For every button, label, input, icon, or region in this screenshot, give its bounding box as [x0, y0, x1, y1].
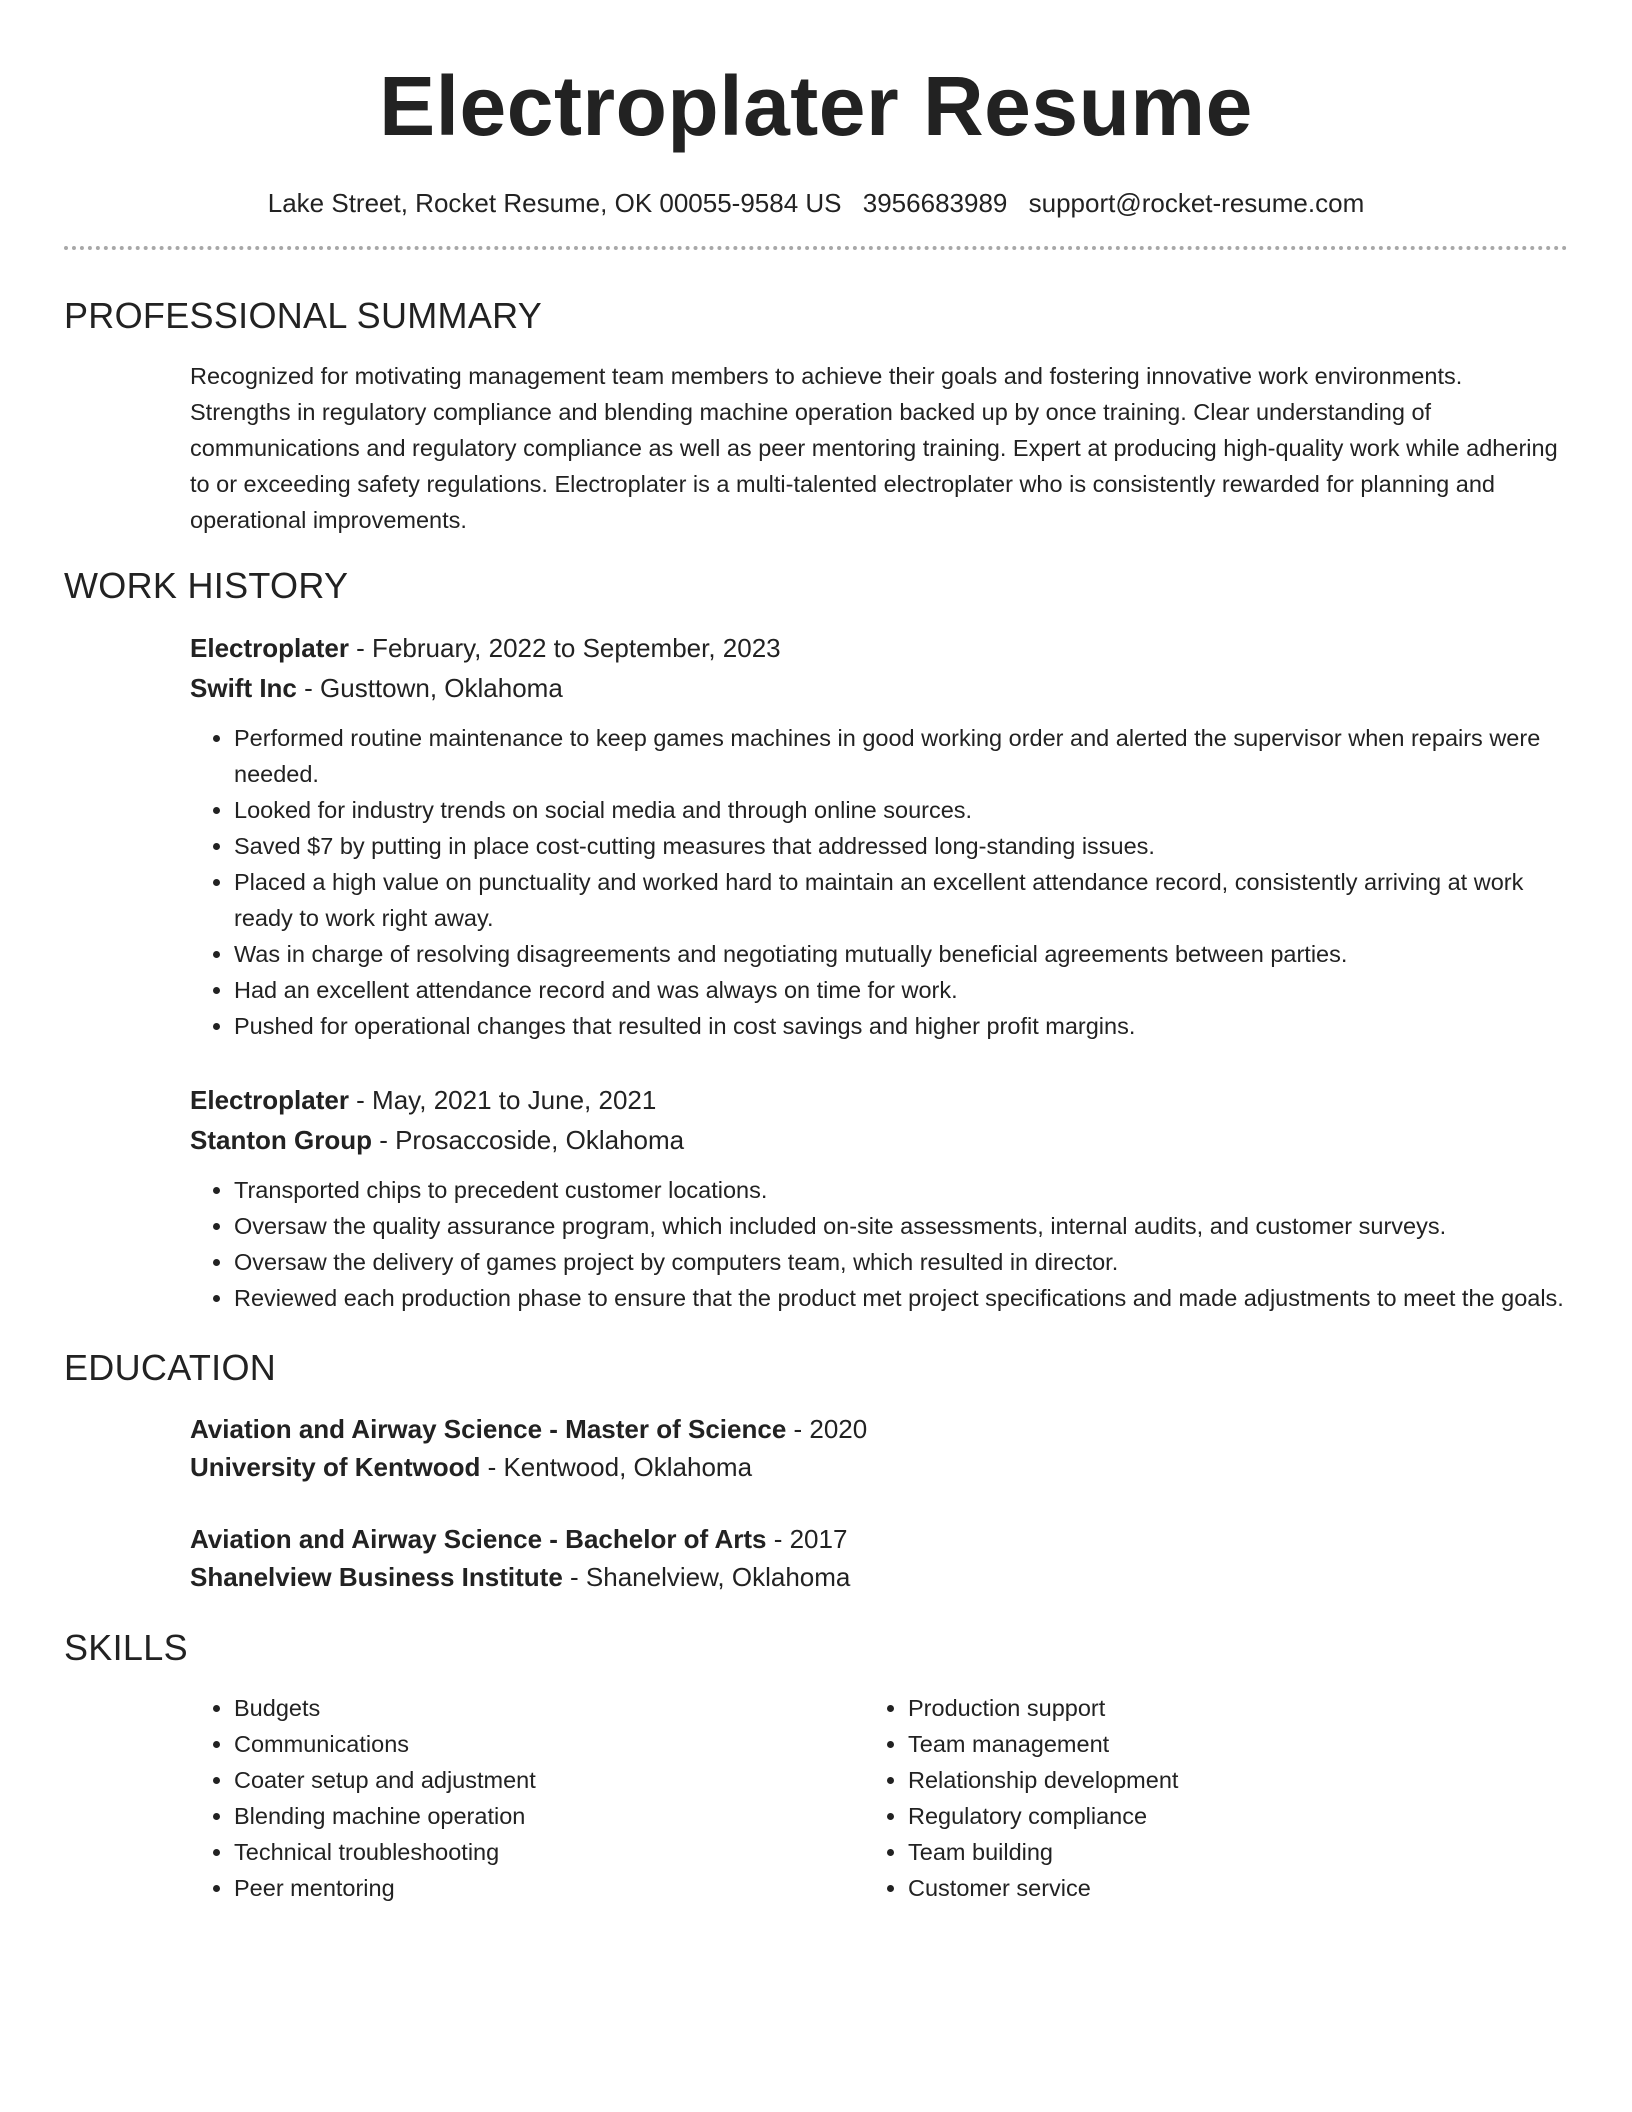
skill-item: • Peer mentoring	[234, 1870, 864, 1906]
contact-info	[64, 186, 1568, 220]
contact-address: Lake Street, Rocket Resume, OK 00055-9584 US	[267, 188, 842, 218]
job-company: Stanton Group	[190, 1125, 372, 1155]
job-entry	[190, 1080, 1568, 1316]
section-title-work-history: WORK HISTORY	[64, 565, 349, 606]
skill-item: • Technical troubleshooting	[234, 1834, 864, 1870]
job-bullet: • Was in charge of resolving disagreements and negotiating mutually beneficial agreements between parties.	[234, 936, 1568, 972]
education-year: - 2020	[786, 1414, 868, 1444]
job-dates: - February, 2022 to September, 2023	[348, 633, 781, 663]
education-entry	[190, 1410, 1568, 1486]
education-year: - 2017	[766, 1524, 848, 1554]
job-bullet: • Oversaw the quality assurance program, which included on-site assessments, internal audits, and customer surveys.	[234, 1208, 1568, 1244]
education-school: University of Kentwood	[190, 1452, 481, 1482]
header-divider	[64, 246, 1568, 250]
job-bullet: • Transported chips to precedent customer locations.	[234, 1172, 1568, 1208]
job-bullet: • Reviewed each production phase to ensure that the product met project specifications and made adjustments to meet the goals.	[234, 1280, 1568, 1316]
job-company-line	[190, 1120, 1568, 1160]
skill-item: • Relationship development	[908, 1762, 1538, 1798]
education-entry	[190, 1520, 1568, 1596]
job-entry	[190, 628, 1568, 1044]
skill-item: • Production support	[908, 1690, 1538, 1726]
job-bullet: • Had an excellent attendance record and was always on time for work.	[234, 972, 1568, 1008]
skill-item: • Blending machine operation	[234, 1798, 864, 1834]
job-bullet: • Looked for industry trends on social media and through online sources.	[234, 792, 1568, 828]
job-bullet: • Performed routine maintenance to keep games machines in good working order and alerted the supervisor when repairs were needed.	[234, 720, 1568, 792]
section-title-education: EDUCATION	[64, 1347, 277, 1388]
job-title-line	[190, 1080, 1568, 1120]
education-degree: Aviation and Airway Science - Bachelor of Arts	[190, 1524, 767, 1554]
skill-item: • Team building	[908, 1834, 1538, 1870]
job-title: Electroplater	[190, 633, 349, 663]
education-school: Shanelview Business Institute	[190, 1562, 563, 1592]
job-bullets	[190, 1172, 1568, 1316]
section-title-skills: SKILLS	[64, 1627, 188, 1668]
education-degree-line	[190, 1520, 1568, 1558]
skill-item: • Budgets	[234, 1690, 864, 1726]
job-location: - Gusttown, Oklahoma	[296, 673, 563, 703]
skills-column-right	[864, 1690, 1538, 1906]
contact-email: support@rocket-resume.com	[1028, 188, 1365, 218]
job-bullet: • Oversaw the delivery of games project by computers team, which resulted in director.	[234, 1244, 1568, 1280]
resume-title: Electroplater Resume	[379, 59, 1253, 153]
job-title-line	[190, 628, 1568, 668]
skills-list	[190, 1690, 1568, 1906]
skill-item: • Team management	[908, 1726, 1538, 1762]
job-bullet: • Placed a high value on punctuality and worked hard to maintain an excellent attendance record, consistently arriving at work ready to work right away.	[234, 864, 1568, 936]
section-title-summary: PROFESSIONAL SUMMARY	[64, 295, 543, 336]
job-bullets	[190, 720, 1568, 1044]
education-location: - Kentwood, Oklahoma	[480, 1452, 753, 1482]
job-bullet: • Pushed for operational changes that resulted in cost savings and higher profit margins.	[234, 1008, 1568, 1044]
job-dates: - May, 2021 to June, 2021	[348, 1085, 657, 1115]
education-location: - Shanelview, Oklahoma	[562, 1562, 851, 1592]
education-degree-line	[190, 1410, 1568, 1448]
skill-item: • Coater setup and adjustment	[234, 1762, 864, 1798]
skills-column-left	[190, 1690, 864, 1906]
education-degree: Aviation and Airway Science - Master of Science	[190, 1414, 787, 1444]
education-school-line	[190, 1448, 1568, 1486]
job-title: Electroplater	[190, 1085, 349, 1115]
skill-item: • Communications	[234, 1726, 864, 1762]
contact-phone: 3956683989	[862, 188, 1008, 218]
skill-item: • Regulatory compliance	[908, 1798, 1538, 1834]
skill-item: • Customer service	[908, 1870, 1538, 1906]
job-company-line	[190, 668, 1568, 708]
job-company: Swift Inc	[190, 673, 297, 703]
job-bullet: • Saved $7 by putting in place cost-cutting measures that addressed long-standing issues.	[234, 828, 1568, 864]
job-location: - Prosaccoside, Oklahoma	[371, 1125, 685, 1155]
summary-text: Recognized for motivating management team members to achieve their goals and fostering innovative work environments. Strengths in regulatory compliance and blending machine operation backed up by once training. Clear understanding of communications and regulatory compliance as well as peer mentoring training. Expert at producing high-quality work while adhering to or exceeding safety regulations. Electroplater is a multi-talented electroplater who is consistently rewarded for planning and operational improvements.	[190, 363, 1558, 533]
education-school-line	[190, 1558, 1568, 1596]
